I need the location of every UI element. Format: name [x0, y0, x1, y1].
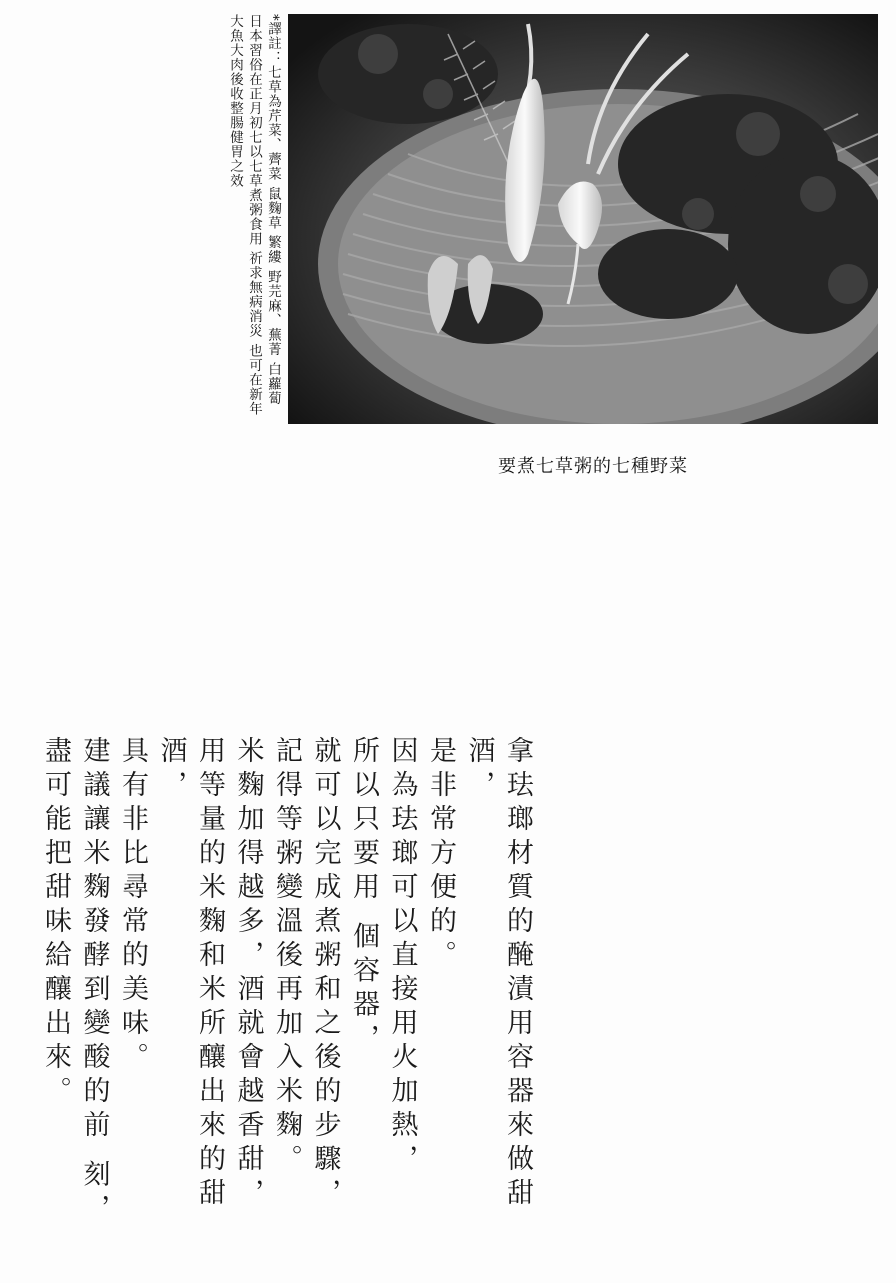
body-line: 是非常方便的。	[425, 736, 456, 974]
translator-footnote	[200, 14, 282, 434]
body-line: 盡可能把甜味給釀出來。	[40, 736, 71, 1110]
body-line: 米麴加得越多，酒就會越香甜，	[232, 736, 264, 1212]
body-line: 因為珐瑯可以直接用火加熱，	[386, 736, 418, 1178]
body-text	[40, 736, 536, 1256]
body-line: 用等量的米麴和米所釀出來的甜酒，	[155, 736, 225, 1212]
body-line: 所以只要用 個容器，	[348, 736, 379, 1058]
photo-caption: 要煮七草粥的七種野菜	[498, 456, 688, 477]
footnote-line: 大魚大肉後收整腸健胃之效	[227, 14, 243, 188]
body-line: 記得等粥變溫後再加入米麴。	[271, 736, 302, 1178]
body-line: 就可以完成煮粥和之後的步驟，	[309, 736, 341, 1212]
body-line: 建議讓米麴發酵到變酸的前 刻，	[78, 736, 110, 1228]
body-line: 拿珐瑯材質的醃漬用容器來做甜酒，	[463, 736, 533, 1212]
body-line: 具有非比尋常的美味。	[117, 736, 148, 1076]
footnote-line: *譯註：七草為芹菜、薺菜 鼠麴草 繁縷 野芫麻、蕪菁 白蘿蔔	[265, 14, 281, 406]
herbs-photo	[288, 14, 878, 424]
photo-seven-herbs-icon	[288, 14, 878, 424]
footnote-line: 日本習俗在正月初七以七草煮粥食用 祈求無病消災 也可在新年	[246, 14, 262, 417]
